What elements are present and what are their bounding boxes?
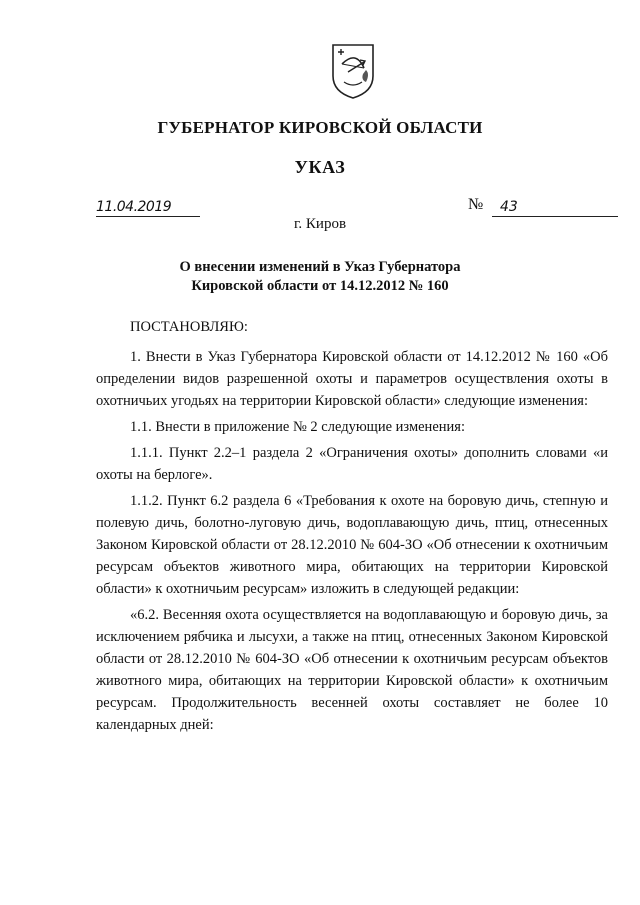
issuer-title: ГУБЕРНАТОР КИРОВСКОЙ ОБЛАСТИ — [157, 118, 483, 137]
paragraph-6-2: «6.2. Весенняя охота осуществляется на водоплавающую и боровую дичь, за исключением рябчика и лысухи, а также на птиц, отнесенных Законом Кировской области от 28.12.2010 № 604-ЗО «Об отнесении к охотничьим ресурсам объектов животного мира, обитающих на территории Кировской области» к охотничьим ресурсам. Продолжительность весенней охоты составляет не более 10 календарных дней: — [96, 607, 608, 733]
paragraph-1-1-1: 1.1.1. Пункт 2.2–1 раздела 2 «Ограничения охоты» дополнить словами «и охоты на берлоге». — [96, 445, 608, 483]
decree-date: 11.04.2019 — [96, 198, 200, 217]
city: г. Киров — [293, 216, 347, 232]
decree-number: 43 — [492, 198, 618, 217]
decree-subject — [0, 258, 640, 296]
coat-of-arms-icon — [330, 42, 376, 100]
document-type: УКАЗ — [294, 157, 346, 177]
number-label: № — [468, 196, 484, 213]
paragraph-1-1: 1.1. Внести в приложение № 2 следующие изменения: — [130, 419, 465, 435]
subject-line-2: Кировской области от 14.12.2012 № 160 — [191, 278, 449, 294]
paragraph-1: 1. Внести в Указ Губернатора Кировской области от 14.12.2012 № 160 «Об определении видов разрешенной охоты и параметров осуществления охоты в охотничьих угодьях на территории Кировской области» следующие изменения: — [96, 349, 608, 409]
decree-word: ПОСТАНОВЛЯЮ: — [130, 319, 248, 335]
subject-line-1: О внесении изменений в Указ Губернатора — [179, 259, 461, 275]
decree-body — [96, 316, 608, 740]
paragraph-1-1-2: 1.1.2. Пункт 6.2 раздела 6 «Требования к охоте на боровую дичь, степную и полевую дичь, болотно-луговую дичь, водоплавающую дичь, птиц, отнесенных Законом Кировской области от 28.12.2010 № 604-ЗО «Об отнесении к охотничьим ресурсам объектов животного мира, обитающих на территории Кировской области» к охотничьим ресурсам» изложить в следующей редакции: — [96, 493, 608, 597]
